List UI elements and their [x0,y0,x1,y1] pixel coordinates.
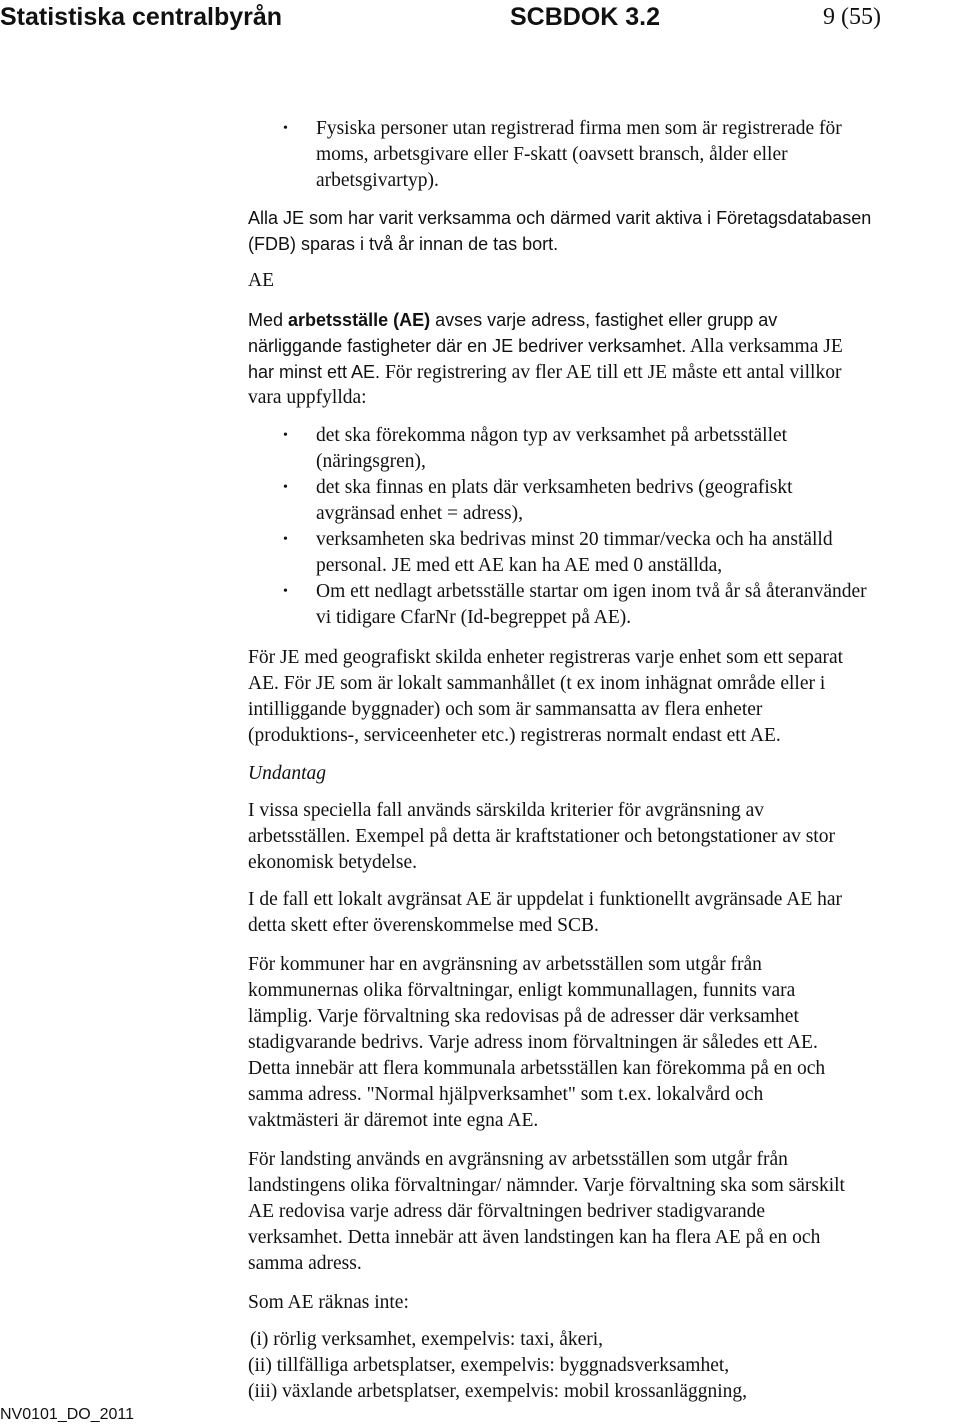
kommun-paragraph-line: vaktmästeri är däremot inte egna AE. [248,1110,539,1131]
landsting-paragraph-line: landstingens olika förvaltningar/ nämnder. Varje förvaltning ska som särskilt [248,1175,845,1196]
intro-bullet-line: moms, arbetsgivare eller F-skatt (oavsett bransch, ålder eller [316,144,788,165]
geo-paragraph-line: intilliggande byggnader) och som är sammansatta av flera enheter [248,699,763,720]
kommun-paragraph-line: För kommuner har en avgränsning av arbetsställen som utgår från [248,954,762,975]
condition-line: avgränsad enhet = adress), [316,503,523,524]
header-doc-code: SCBDOK 3.2 [510,3,661,31]
ae-definition-line: vara uppfyllda: [248,387,367,408]
landsting-paragraph-line: AE redovisa varje adress där förvaltningen bedriver stadigvarande [248,1201,766,1222]
landsting-paragraph-line: För landsting används en avgränsning av arbetsställen som utgår från [248,1149,788,1170]
header-page-number: 9 (55) [823,4,881,30]
fdb-paragraph-line: (FDB) sparas i två år innan de tas bort. [248,234,559,254]
not-ae-heading: Som AE räknas inte: [248,1292,409,1313]
condition-line: vi tidigare CfarNr (Id-begreppet på AE). [316,607,632,628]
kommun-paragraph-line: samma adress. "Normal hjälpverksamhet" som t.ex. lokalvård och [248,1084,764,1105]
condition-line: personal. JE med ett AE kan ha AE med 0 anställda, [316,555,723,576]
not-ae-item: (i) rörlig verksamhet, exempelvis: taxi, åkeri, [250,1329,604,1350]
kommun-paragraph-line: stadigvarande bedrivs. Varje adress inom förvaltningen är således ett AE. [248,1032,818,1053]
condition-line: det ska förekomma någon typ av verksamhet på arbetsstället [316,425,788,446]
bullet-icon: • [283,428,288,443]
ae-definition-line: har minst ett AE. För registrering av fler AE till ett JE måste ett antal villkor [248,362,842,383]
ae-definition-line: Med arbetsställe (AE) avses varje adress, fastighet eller grupp av [248,310,778,330]
ae-definition-line: närliggande fastigheter där en JE bedriver verksamhet. Alla verksamma JE [248,336,843,357]
fdb-paragraph-line: Alla JE som har varit verksamma och därmed varit aktiva i Företagsdatabasen [248,208,872,228]
header-organization: Statistiska centralbyrån [0,3,283,31]
ae-definition-term: arbetsställe (AE) [288,310,431,330]
functional-paragraph-line: detta skett efter överenskommelse med SCB. [248,915,599,936]
not-ae-item: (iii) växlande arbetsplatser, exempelvis: mobil krossanläggning, [248,1381,748,1402]
bullet-icon: • [283,480,288,495]
special-paragraph-line: I vissa speciella fall används särskilda kriterier för avgränsning av [248,800,765,821]
bullet-icon: • [283,532,288,547]
bullet-icon: • [283,584,288,599]
intro-bullet-line: Fysiska personer utan registrerad firma men som är registrerade för [316,118,842,139]
special-paragraph-line: arbetsställen. Exempel på detta är kraftstationer och betongstationer av stor [248,826,835,847]
special-paragraph-line: ekonomisk betydelse. [248,852,417,873]
not-ae-item: (ii) tillfälliga arbetsplatser, exempelvis: byggnadsverksamhet, [248,1355,730,1376]
condition-line: Om ett nedlagt arbetsställe startar om igen inom två år så återanvänder [316,581,867,602]
condition-line: verksamheten ska bedrivas minst 20 timmar/vecka och ha anställd [316,529,833,550]
footer-doc-id: NV0101_DO_2011 [0,1406,135,1423]
functional-paragraph-line: I de fall ett lokalt avgränsat AE är uppdelat i funktionellt avgränsade AE har [248,889,843,910]
landsting-paragraph-line: verksamhet. Detta innebär att även landstingen kan ha flera AE på en och [248,1227,821,1248]
undantag-heading: Undantag [248,763,326,784]
kommun-paragraph-line: kommunernas olika förvaltningar, enligt kommunallagen, funnits vara [248,980,796,1001]
ae-heading: AE [248,270,274,291]
bullet-icon: • [283,121,288,136]
geo-paragraph-line: (produktions-, serviceenheter etc.) registreras normalt endast ett AE. [248,725,781,746]
intro-bullet-line: arbetsgivartyp). [316,170,439,191]
kommun-paragraph-line: Detta innebär att flera kommunala arbetsställen kan förekomma på en och [248,1058,826,1079]
kommun-paragraph-line: lämplig. Varje förvaltning ska redovisas på de adresser där verksamhet [248,1006,799,1027]
geo-paragraph-line: AE. För JE som är lokalt sammanhållet (t ex inom inhägnat område eller i [248,673,826,694]
condition-line: det ska finnas en plats där verksamheten bedrivs (geografiskt [316,477,793,498]
landsting-paragraph-line: samma adress. [248,1253,362,1274]
condition-line: (näringsgren), [316,451,426,472]
geo-paragraph-line: För JE med geografiskt skilda enheter registreras varje enhet som ett separat [248,647,844,668]
